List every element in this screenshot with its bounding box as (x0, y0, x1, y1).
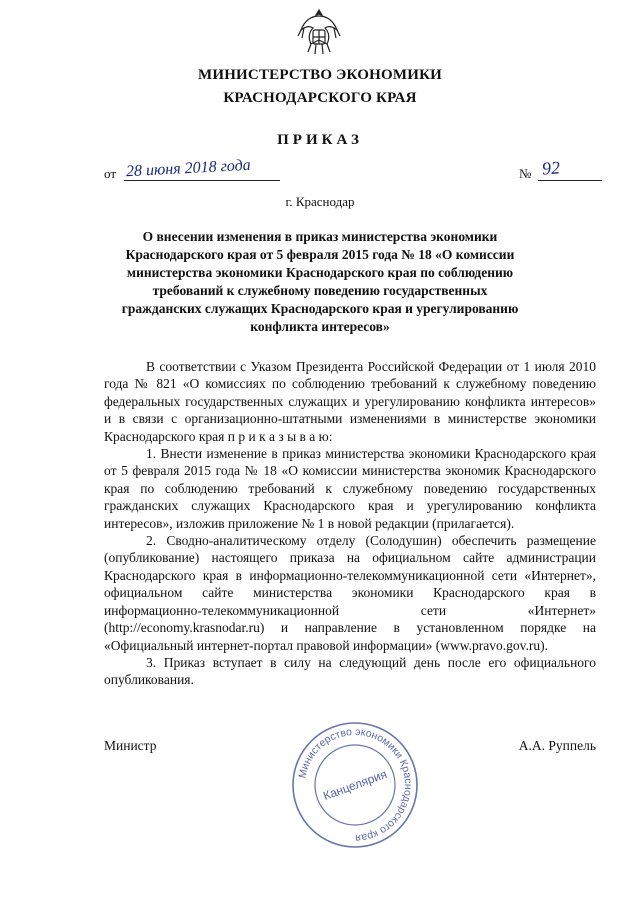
order-body (104, 358, 596, 689)
number-handwritten: 92 (541, 157, 561, 179)
city: г. Краснодар (285, 194, 355, 209)
stamp-ring-text: Министерство экономики Краснодарского края (296, 725, 415, 845)
order-subject: О внесении изменения в приказ министерства экономики Краснодарского края от 5 февраля 2015 года № 18 «О комиссии министерства экономики Краснодарского края по соблюдению требований к служебному поведению государственных гражданских служащих Краснодарского края и урегулированию конфликта интересов» (121, 229, 519, 334)
body-paragraph-2: 1. Внести изменение в приказ министерства экономики Краснодарского края от 5 февраля 2015 года № 18 «О комиссии министерства экономик Краснодарского края по соблюдению требований к служебному поведению государственных гражданских служащих Краснодарского края и урегулированию конфликта интересов», изложив приложение № 1 в новой редакции (прилагается). (104, 446, 596, 531)
ministry-line-1: МИНИСТЕРСТВО ЭКОНОМИКИ (197, 67, 443, 83)
coat-of-arms-icon (296, 6, 342, 58)
date-prefix: от (104, 166, 117, 181)
ministry-name (0, 64, 640, 110)
number-prefix: № (519, 166, 532, 181)
ministry-line-2: КРАСНОДАРСКОГО КРАЯ (223, 90, 417, 106)
signatory-title: Министр (104, 738, 157, 753)
document-type-title: ПРИКАЗ (277, 132, 363, 148)
number-underline (538, 180, 602, 181)
date-number-row (104, 156, 604, 184)
body-paragraph-4: 3. Приказ вступает в силу на следующий день после его официального опубликования. (104, 654, 596, 688)
office-stamp-icon (290, 720, 420, 850)
date-underline (124, 180, 280, 181)
signatory-name: А.А. Руппель (518, 738, 596, 753)
stamp-center-text: Канцелярия (321, 767, 389, 803)
body-paragraph-1: В соответствии с Указом Президента Российской Федерации от 1 июля 2010 года № 821 «О комиссиях по соблюдению требований к служебному поведению федеральных государственных служащих и урегулированию конфликта интересов» и в связи с организационно-штатными изменениями в министерстве экономики Краснодарского края п р и к а з ы в а ю: (104, 359, 596, 444)
date-handwritten: 28 июня 2018 года (125, 156, 252, 181)
body-paragraph-3: 2. Сводно-аналитическому отделу (Солодушин) обеспечить размещение (опубликование) настоящего приказа на официальном сайте администрации Краснодарского края в информационно-телекоммуникационной сети «Интернет», официальном сайте министерства экономики Краснодарского края в информационно-телекоммуникационной сети «Интернет» (http://economy.krasnodar.ru) и направление в установленном порядке на «Официальный интернет-портал правовой информации» (www.pravo.gov.ru). (104, 533, 596, 653)
